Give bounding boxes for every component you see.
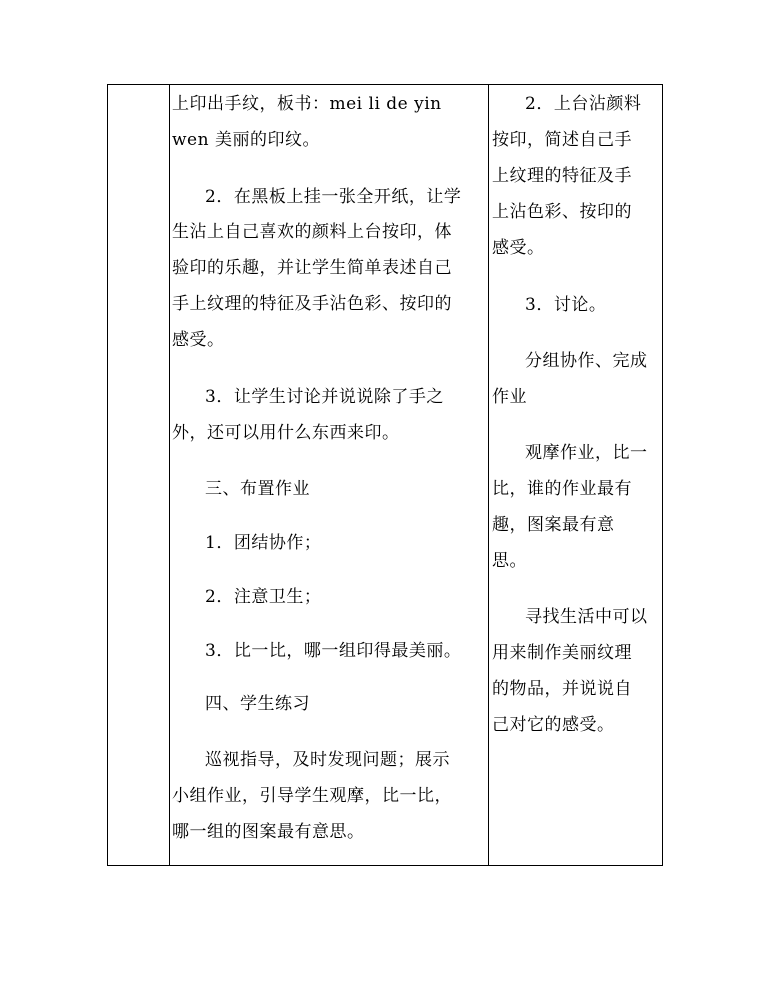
right-line-19: 的物品，并说说自 xyxy=(492,679,632,699)
mid-line-7: 手上纹理的特征及手沾色彩、按印的 xyxy=(172,294,452,314)
mid-line-1 xyxy=(172,89,442,120)
right-line-7: 3．讨论。 xyxy=(490,295,607,315)
mid-line-5: 生沾上自己喜欢的颜料上台按印，体 xyxy=(172,222,452,242)
mid-line-23: 巡视指导，及时发现问题；展示 xyxy=(170,750,450,770)
mid-line-8: 感受。 xyxy=(172,330,225,350)
right-line-4: 上沾色彩、按印的 xyxy=(492,202,632,222)
section-heading-assign: 三、布置作业 xyxy=(170,479,310,499)
right-line-20: 己对它的感受。 xyxy=(492,715,615,735)
right-line-2: 按印，简述自己手 xyxy=(492,130,632,150)
right-line-15: 思。 xyxy=(492,551,527,571)
right-line-1: 2．上台沾颜料 xyxy=(490,94,642,114)
lesson-table xyxy=(107,84,663,866)
right-line-5: 感受。 xyxy=(492,238,545,258)
mid-line-6: 验印的乐趣，并让学生简单表述自己 xyxy=(172,258,452,278)
right-line-12: 观摩作业，比一 xyxy=(490,443,648,463)
right-line-9: 分组协作、完成 xyxy=(490,351,648,371)
right-line-17: 寻找生活中可以 xyxy=(490,607,648,627)
mid-line-10: 3．让学生讨论并说说除了手之 xyxy=(170,387,444,407)
mid-line-2: wen 美丽的印纹。 xyxy=(172,130,320,150)
assign-item-2: 2．注意卫生； xyxy=(170,587,322,607)
section-heading-practice: 四、学生练习 xyxy=(170,694,310,714)
right-line-14: 趣，图案最有意 xyxy=(492,515,615,535)
right-line-18: 用来制作美丽纹理 xyxy=(492,643,632,663)
right-line-3: 上纹理的特征及手 xyxy=(492,166,632,186)
assign-item-1: 1．团结协作； xyxy=(170,533,322,553)
right-line-10: 作业 xyxy=(492,387,527,407)
assign-item-3: 3．比一比，哪一组印得最美丽。 xyxy=(170,641,462,661)
mid-line-24: 小组作业，引导学生观摩，比一比， xyxy=(172,786,452,806)
right-line-13: 比，谁的作业最有 xyxy=(492,479,632,499)
mid-line-11: 外，还可以用什么东西来印。 xyxy=(172,423,400,443)
mid-line-1-text: 上印出手纹，板书：mei li de yin xyxy=(172,94,442,114)
mid-line-4: 2．在黑板上挂一张全开纸，让学 xyxy=(170,187,462,207)
mid-line-25: 哪一组的图案最有意思。 xyxy=(172,822,365,842)
column-divider-right xyxy=(488,85,489,865)
